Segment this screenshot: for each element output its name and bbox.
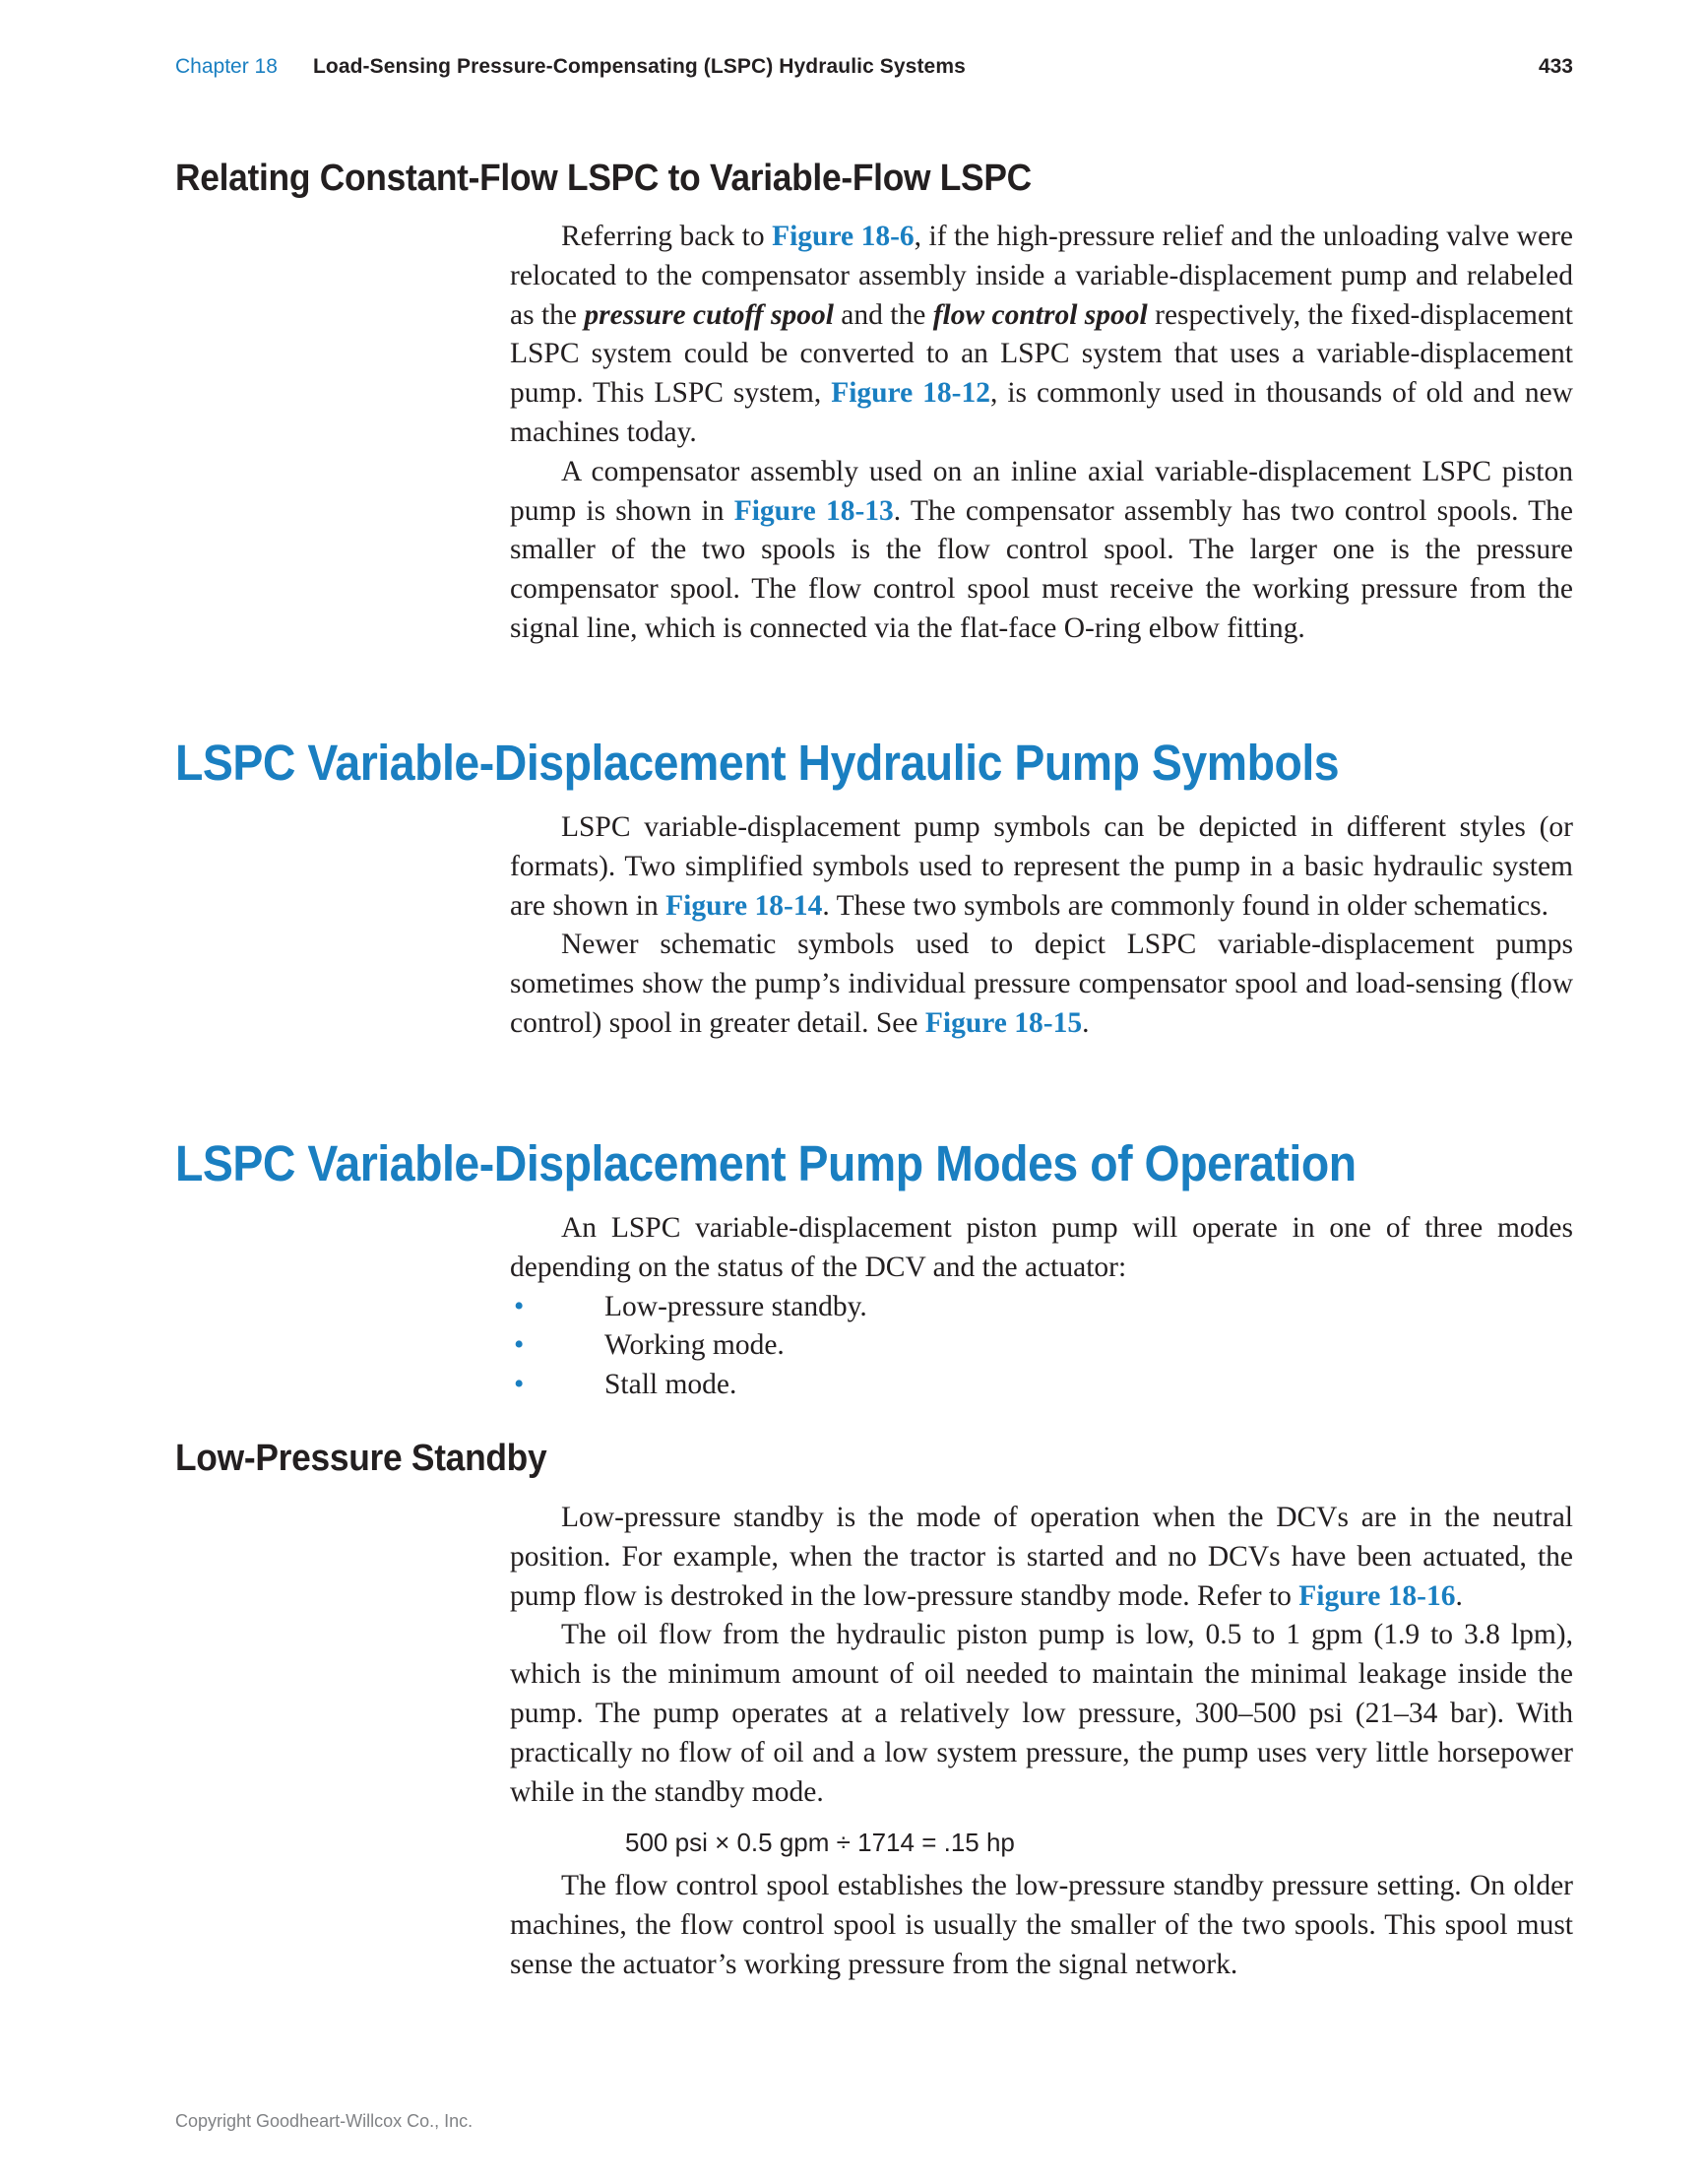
list-item-text: Working mode. bbox=[604, 1329, 785, 1362]
text-run: . These two symbols are commonly found in older schematics. bbox=[822, 889, 1548, 922]
text-run: LSPC variable-displacement pump symbols can be depicted in different styles (or formats). Two simplified symbols used to represent the pump in a basic hydraulic system are shown in bbox=[510, 811, 1573, 922]
section-heading-low-pressure-standby: Low-Pressure Standby bbox=[175, 1438, 547, 1479]
text-run: A compensator assembly used on an inline axial variable-displacement LSPC piston pump is shown in bbox=[510, 455, 1573, 527]
text-run: . The compensator assembly has two control spools. The smaller of the two spools is the flow control spool. The larger one is the pressure compensator spool. The flow control spool must receive the working pressure from the signal line, which is connected via the flat-face O-ring elbow fitting. bbox=[510, 494, 1573, 644]
figure-link-18-12[interactable]: Figure 18-12 bbox=[831, 377, 991, 410]
section-heading-modes-of-operation: LSPC Variable-Displacement Pump Modes of Operation bbox=[175, 1135, 1357, 1191]
figure-link-18-16[interactable]: Figure 18-16 bbox=[1298, 1579, 1456, 1612]
section-heading-relating-lspc: Relating Constant-Flow LSPC to Variable-Flow LSPC bbox=[175, 158, 1032, 199]
paragraph bbox=[510, 453, 1573, 649]
paragraph: The oil flow from the hydraulic piston pump is low, 0.5 to 1 gpm (1.9 to 3.8 lpm), which is the minimum amount of oil needed to maintain the minimal leakage inside the pump. The pump operates at a relatively low pressure, 300–500 psi (21–34 bar). With practically no flow of oil and a low system pressure, the pump uses very little horsepower while in the standby mode. bbox=[510, 1619, 1573, 1808]
modes-list bbox=[510, 1288, 1573, 1405]
list-item-text: Low-pressure standby. bbox=[604, 1290, 867, 1322]
section-body-low-pressure-standby bbox=[510, 1499, 1573, 1985]
paragraph: An LSPC variable-displacement piston pump will operate in one of three modes depending on the status of the DCV and the actuator: bbox=[510, 1212, 1573, 1283]
text-run: , if the high-pressure relief and the unloading valve were relocated to the compensator assembly inside a variable-displacement pump and relabeled as the bbox=[510, 221, 1573, 331]
paragraph bbox=[510, 808, 1573, 926]
figure-link-18-15[interactable]: Figure 18-15 bbox=[924, 1006, 1083, 1039]
page-number: 433 bbox=[1538, 55, 1573, 78]
text-run: , is commonly used in thousands of old and new machines today. bbox=[510, 377, 1573, 448]
section-body-modes-of-operation bbox=[510, 1209, 1573, 1405]
paragraph bbox=[510, 926, 1573, 1043]
list-item-text: Stall mode. bbox=[604, 1369, 737, 1401]
bullet-icon: • bbox=[514, 1329, 525, 1362]
figure-link-18-6[interactable]: Figure 18-6 bbox=[772, 221, 915, 252]
text-run: and the bbox=[833, 298, 933, 331]
text-run: Low-pressure standby is the mode of operation when the DCVs are in the neutral position. For example, when the tractor is started and no DCVs have been actuated, the pump flow is destroked in the low-pressure standby mode. Refer to bbox=[510, 1502, 1573, 1612]
chapter-label: Chapter 18 bbox=[175, 55, 278, 78]
text-run: . bbox=[1082, 1006, 1090, 1039]
copyright-footer: Copyright Goodheart-Willcox Co., Inc. bbox=[175, 2111, 474, 2131]
paragraph bbox=[510, 1499, 1573, 1616]
bullet-icon: • bbox=[514, 1369, 525, 1401]
list-item bbox=[510, 1326, 1573, 1366]
text-run: . bbox=[1455, 1579, 1463, 1612]
paragraph: The flow control spool establishes the low-pressure standby pressure setting. On older machines, the flow control spool is usually the smaller of the two spools. This spool must sense the actuator’s working pressure from the signal network. bbox=[510, 1870, 1573, 1980]
text-run: Referring back to bbox=[561, 221, 773, 252]
figure-link-18-13[interactable]: Figure 18-13 bbox=[733, 494, 894, 527]
section-body-pump-symbols bbox=[510, 808, 1573, 1044]
section-body-relating-lspc bbox=[510, 218, 1573, 649]
chapter-title: Load-Sensing Pressure-Compensating (LSPC) Hydraulic Systems bbox=[313, 55, 966, 78]
list-item bbox=[510, 1288, 1573, 1327]
running-header bbox=[175, 55, 1573, 85]
text-run: Newer schematic symbols used to depict LSPC variable-displacement pumps sometimes show the pump’s individual pressure compensator spool and load-sensing (flow control) spool in greater detail. See bbox=[510, 929, 1573, 1039]
figure-link-18-14[interactable]: Figure 18-14 bbox=[665, 889, 823, 922]
term-flow-control-spool: flow control spool bbox=[932, 298, 1148, 331]
paragraph bbox=[510, 218, 1573, 453]
section-heading-pump-symbols: LSPC Variable-Displacement Hydraulic Pump Symbols bbox=[175, 735, 1340, 791]
horsepower-equation: 500 psi × 0.5 gpm ÷ 1714 = .15 hp bbox=[625, 1828, 1015, 1858]
bullet-icon: • bbox=[514, 1290, 525, 1322]
text-run: respectively, the fixed-displacement LSPC system could be converted to an LSPC system that uses a variable-displacement pump. This LSPC system, bbox=[510, 298, 1573, 410]
list-item bbox=[510, 1366, 1573, 1405]
term-pressure-cutoff-spool: pressure cutoff spool bbox=[584, 298, 834, 331]
